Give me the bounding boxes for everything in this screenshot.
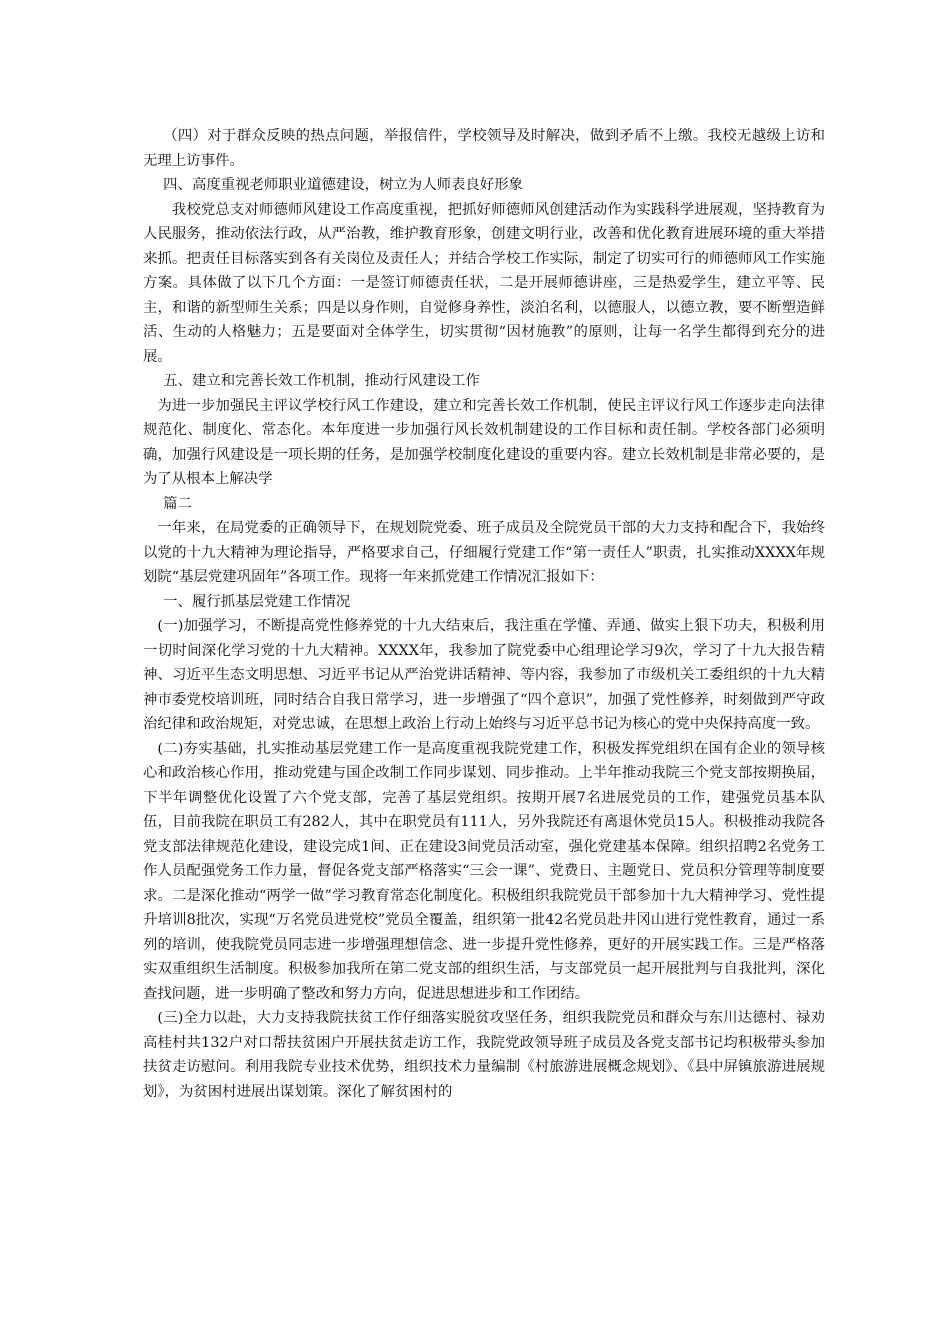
paragraph-consolidate-foundation: (二)夯实基础，扎实推动基层党建工作一是高度重视我院党建工作，积极发挥党组织在国有企业的领导核心和政治核心作用，推动党建与国企改制工作同步谋划、同步推动。上半年推动我院三个党支部按期换届，下半年调整优化设置了六个党支部，完善了基层党组织。按期开展7名进展党员的工作，建强党员基本队伍，目前我院在职员工有282人，其中在职党员有111人，另外我院还有离退休党员15人。积极推动我院各党支部法律规范化建设，建设完成1间、正在建设3间党员活动室，强化党建基本保障。组织招聘2名党务工作人员配强党务工作力量，督促各党支部严格落实“三会一课”、党费日、主题党日、党员积分管理等制度要求。二是深化推动“两学一做”学习教育常态化制度化。积极组织我院党员干部参加十九大精神学习、党性提升培训8批次，实现“万名党员进党校”党员全覆盖，组织第一批42名党员赴井冈山进行党性教育，通过一系列的培训，使我院党员同志进一步增强理想信念、进一步提升党性修养，更好的开展实践工作。三是严格落实双重组织生活制度。积极参加我所在第二党支部的组织生活，与支部党员一起开展批判与自我批判，深化查找问题，进一步明确了整改和努力方向，促进思想进步和工作团结。 <box>143 740 825 1002</box>
paragraph-intro-report: 一年来，在局党委的正确领导下，在规划院党委、班子成员及全院党员干部的大力支持和配合下，我始终以党的十九大精神为理论指导，严格要求自己，仔细履行党建工作“第一责任人”职责，扎实推动XXXX年规划院“基层党建巩固年”各项工作。现将一年来抓党建工作情况汇报如下： <box>143 520 825 585</box>
paragraph-poverty-alleviation: (三)全力以赴，大力支持我院扶贫工作仔细落实脱贫攻坚任务，组织我院党员和群众与东川达德村、禄劝高桂村共132户对口帮扶贫困户开展扶贫走访工作，我院党政领导班子成员及各党支部书记均积极带头参加扶贫走访慰问。利用我院专业技术优势，组织技术力量编制《村旅游进展概念规划》、《县中屏镇旅游进展规划》，为贫困村进展出谋划策。深化了解贫困村的 <box>143 1010 825 1100</box>
paragraph-item-4-response: （四）对于群众反映的热点问题，举报信件，学校领导及时解决，做到矛盾不上缴。我校无越级上访和无理上访事件。 <box>143 128 825 169</box>
section-heading-5: 五、建立和完善长效工作机制，推动行风建设工作 <box>163 373 480 389</box>
section-heading-4: 四、高度重视老师职业道德建设，树立为人师表良好形象 <box>163 177 523 193</box>
paragraph-long-term-mechanism: 为进一步加强民主评议学校行风工作建设，建立和完善长效工作机制，使民主评议行风工作逐步走向法律规范化、制度化、常态化。本年度进一步加强行风长效机制建设的工作目标和责任制。学校各部门必须明确，加强行风建设是一项长期的任务，是加强学校制度化建设的重要内容。建立长效机制是非常必要的，是为了从根本上解决学 <box>143 397 825 487</box>
paragraph-strengthen-study: (一)加强学习，不断提高党性修养党的十九大结束后，我注重在学懂、弄通、做实上狠下功夫，积极利用一切时间深化学习党的十九大精神。XXXX年，我参加了院党委中心组理论学习9次，学习了十九大报告精神、习近平生态文明思想、习近平书记从严治党讲话精神、等内容，我参加了市级机关工委组织的十九大精神市委党校培训班，同时结合自我日常学习，进一步增强了“四个意识”，加强了党性修养，时刻做到严守政治纪律和政治规矩，对党忠诚，在思想上政治上行动上始终与习近平总书记为核心的党中央保持高度一致。 <box>143 618 825 732</box>
part-heading-2: 篇二 <box>163 495 192 512</box>
paragraph-teacher-ethics: 我校党总支对师德师风建设工作高度重视，把抓好师德师风创建活动作为实践科学进展观，坚持教育为人民服务，推动依法行政，从严治教，维护教育形象，创建文明行业，改善和优化教育进展环境的重大举措来抓。把责任目标落实到各有关岗位及责任人；并结合学校工作实际，制定了切实可行的师德师风工作实施方案。具体做了以下几个方面：一是签订师德责任状，二是开展师德讲座，三是热爱学生，建立平等、民主，和谐的新型师生关系；四是以身作则，自觉修身养性，淡泊名利，以德服人，以德立教，要不断塑造鲜活、生动的人格魅力；五是要面对全体学生，切实贯彻“因材施教”的原则，让每一名学生都得到充分的进展。 <box>143 201 825 365</box>
section-heading-1: 一、履行抓基层党建工作情况 <box>163 593 351 610</box>
document-body <box>143 124 825 1104</box>
